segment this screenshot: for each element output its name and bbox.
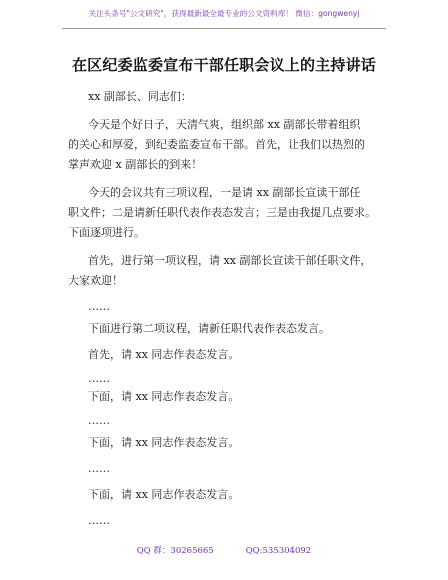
qq-group-text: QQ 群：30265665 bbox=[136, 546, 214, 556]
paragraph-line: 下面进行第二项议程，请新任职代表作表态发言。 bbox=[88, 322, 330, 335]
paragraph-line: 首先，进行第一项议程，请 xx 副部长宣读干部任职文件， bbox=[88, 254, 372, 267]
paragraph-line: 下面，请 xx 同志作表态发言。 bbox=[88, 390, 240, 403]
paragraph-line: 职文件；二是请新任职代表作表态发言；三是由我提几点要求。 bbox=[68, 206, 376, 219]
paragraph-line: 今天是个好日子，天清气爽，组织部 xx 副部长带着组织 bbox=[88, 118, 361, 131]
ellipsis-line: …… bbox=[88, 462, 110, 475]
header-divider bbox=[62, 28, 386, 29]
ellipsis-line: …… bbox=[88, 372, 110, 385]
salutation: xx 副部长、同志们： bbox=[88, 90, 192, 103]
ellipsis-line: …… bbox=[88, 514, 110, 527]
ellipsis-line: …… bbox=[88, 414, 110, 427]
paragraph-line: 下面，请 xx 同志作表态发言。 bbox=[88, 436, 240, 449]
paragraph-line: 大家欢迎！ bbox=[68, 274, 123, 287]
paragraph-line: 下面逐项进行。 bbox=[68, 226, 145, 239]
qq-text: QQ:535304092 bbox=[245, 546, 312, 556]
page-footer bbox=[0, 544, 448, 556]
document-title: 在区纪委监委宣布干部任职会议上的主持讲话 bbox=[71, 56, 376, 74]
paragraph-line: 掌声欢迎 x 副部长的到来！ bbox=[68, 158, 203, 171]
header-banner: 关注头条号"公文研究"，获得最新最全最专业的公文资料库！ 微信：gongwenyj bbox=[88, 9, 360, 18]
paragraph-line: 的关心和厚爱，到纪委监委宣布干部。首先，让我们以热烈的 bbox=[68, 138, 365, 151]
paragraph-line: 今天的会议共有三项议程，一是请 xx 副部长宣读干部任 bbox=[88, 186, 361, 199]
ellipsis-line: …… bbox=[88, 300, 110, 313]
paragraph-line: 下面，请 xx 同志作表态发言。 bbox=[88, 488, 240, 501]
paragraph-line: 首先，请 xx 同志作表态发言。 bbox=[88, 348, 240, 361]
